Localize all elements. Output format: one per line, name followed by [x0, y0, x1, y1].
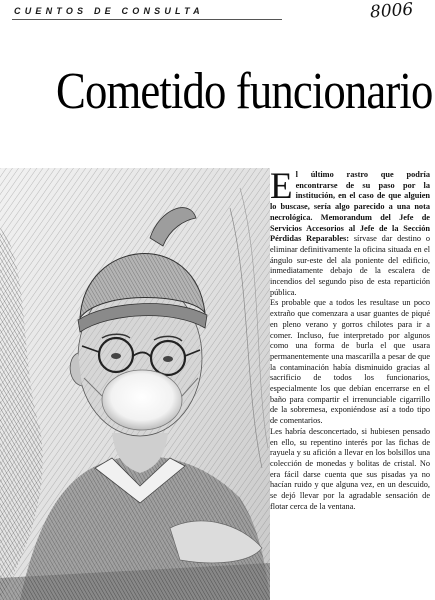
paragraph-1-tail: sírvase dar destino o eliminar definitivamente la oficina situada en el ángulo sur-este del ala poniente del edificio, inmediatamente debajo de la escalera de incendios del segundo piso de esta repartición pública.	[270, 234, 430, 297]
paragraph-1	[270, 166, 430, 298]
man-with-glasses-mask-cap-illustration-icon	[0, 168, 270, 600]
paragraph-2: Es probable que a todos les resultase un poco extraño que comenzara a usar guantes de piqué en pleno verano y gorros chilotes para ir a comer. Incluso, fue interpretado por algunos como una forma de burla el que usara permanentemente una mascarilla a pesar de que la contaminación había disminuido gracias al sacrificio de todos los funcionarios, especialmente los que debían encerrarse en el baño para compartir el irrenunciable cigarrillo de la sobremesa, exponiéndose así a todo tipo de comentarios.	[270, 298, 430, 426]
article-body	[270, 166, 430, 513]
section-header: CUENTOS DE CONSULTA	[14, 6, 204, 16]
handwritten-code: 8006	[369, 0, 414, 23]
paragraph-1-lead: l último rastro que podría encontrarse de su paso por la institución, en el caso de que alguien lo buscase, sería algo parecido a una nota necrológica. Memorandum del Jefe de Servicios Accesorios al Jefe de la Sección Pérdidas Reparables:	[270, 170, 430, 244]
article-title: Cometido funcionario	[56, 63, 433, 120]
header-rule	[12, 19, 282, 20]
paragraph-3: Les habría desconcertado, si hubiesen pensado en ello, su repentino interés por las fichas de rayuela y su afición a llevar en los bolsillos una colección de monedas y bolitas de cristal. No era fácil darse cuenta que sus pisadas ya no hacían ruido y que alguna vez, en un descuido, se dejó llevar por la agradable sensación de flotar cerca de la ventana.	[270, 426, 430, 511]
drop-cap: E	[270, 166, 293, 207]
